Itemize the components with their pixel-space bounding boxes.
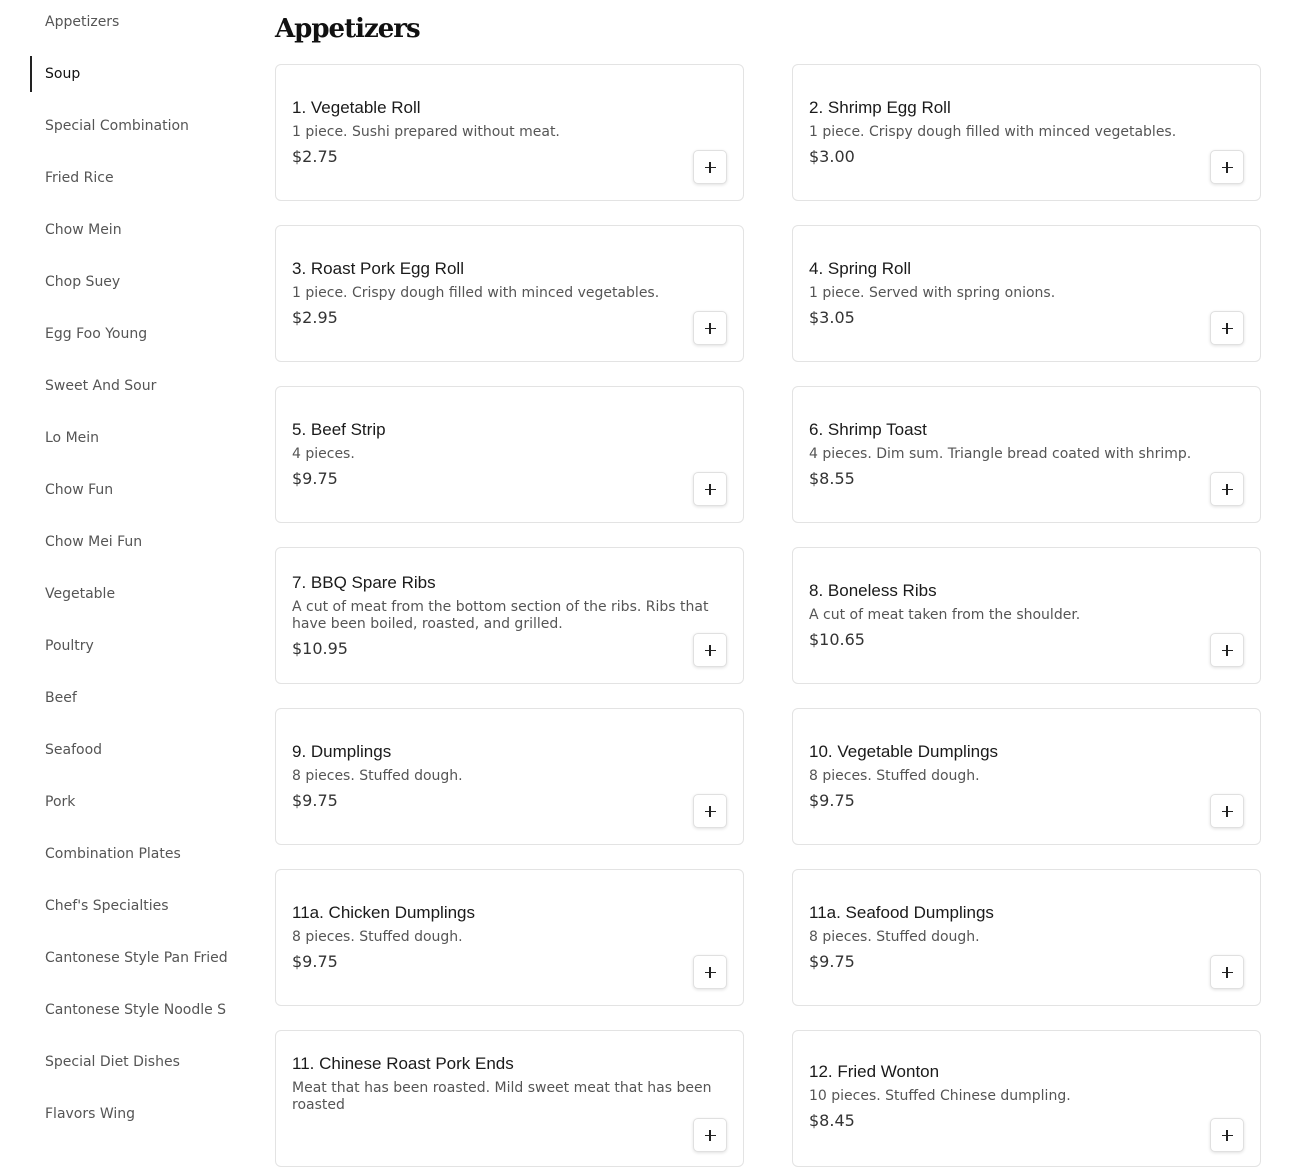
- plus-icon: [1222, 162, 1233, 173]
- menu-item-description: 8 pieces. Stuffed dough.: [809, 768, 980, 784]
- section-title: Appetizers: [275, 14, 420, 44]
- sidebar-item-chef-s-specialties[interactable]: Chef's Specialties: [45, 898, 169, 914]
- plus-icon: [705, 162, 716, 173]
- sidebar-item-chow-mei-fun[interactable]: Chow Mei Fun: [45, 534, 143, 550]
- menu-item-description: 8 pieces. Stuffed dough.: [809, 929, 980, 945]
- add-to-cart-button[interactable]: [693, 633, 727, 667]
- menu-item-details: [292, 226, 727, 361]
- plus-icon: [1222, 323, 1233, 334]
- add-to-cart-button[interactable]: [693, 311, 727, 345]
- menu-item-card[interactable]: [275, 386, 744, 523]
- sidebar-item-fried-rice[interactable]: Fried Rice: [45, 170, 114, 186]
- menu-item-details: [292, 548, 727, 683]
- menu-item-details: [809, 870, 1244, 1005]
- sidebar-item-chop-suey[interactable]: Chop Suey: [45, 274, 121, 290]
- menu-item-price: $2.75: [292, 147, 338, 166]
- category-sidebar: [0, 0, 250, 1127]
- menu-item-card[interactable]: [792, 64, 1261, 201]
- menu-item-description: 1 piece. Served with spring onions.: [809, 285, 1056, 301]
- menu-item-details: [809, 548, 1244, 683]
- menu-item-card[interactable]: [792, 386, 1261, 523]
- sidebar-item-chow-fun[interactable]: Chow Fun: [45, 482, 114, 498]
- menu-item-price: $3.00: [809, 147, 855, 166]
- menu-item-description: 8 pieces. Stuffed dough.: [292, 929, 463, 945]
- menu-item-name: 7. BBQ Spare Ribs: [292, 572, 436, 592]
- plus-icon: [1222, 484, 1233, 495]
- menu-item-details: [292, 65, 727, 200]
- menu-item-card[interactable]: [792, 869, 1261, 1006]
- menu-item-price: $2.95: [292, 308, 338, 327]
- sidebar-item-sweet-and-sour[interactable]: Sweet And Sour: [45, 378, 157, 394]
- add-to-cart-button[interactable]: [1210, 472, 1244, 506]
- menu-item-details: [809, 65, 1244, 200]
- plus-icon: [1222, 967, 1233, 978]
- menu-item-name: 12. Fried Wonton: [809, 1062, 940, 1081]
- menu-item-card[interactable]: [792, 547, 1261, 684]
- menu-item-details: [809, 387, 1244, 522]
- menu-item-details: [809, 709, 1244, 844]
- menu-item-description: 10 pieces. Stuffed Chinese dumpling.: [809, 1088, 1071, 1104]
- menu-item-name: 11a. Chicken Dumplings: [292, 903, 475, 922]
- plus-icon: [705, 806, 716, 817]
- add-to-cart-button[interactable]: [693, 955, 727, 989]
- menu-item-price: $10.95: [292, 638, 348, 658]
- menu-item-name: 4. Spring Roll: [809, 259, 912, 278]
- sidebar-item-special-diet-dishes[interactable]: Special Diet Dishes: [45, 1054, 180, 1070]
- plus-icon: [1222, 806, 1233, 817]
- menu-item-card[interactable]: [275, 64, 744, 201]
- menu-item-description: 4 pieces.: [292, 446, 355, 462]
- menu-item-details: [809, 226, 1244, 361]
- add-to-cart-button[interactable]: [693, 1118, 727, 1152]
- menu-item-name: 10. Vegetable Dumplings: [809, 742, 999, 761]
- sidebar-item-soup[interactable]: Soup: [30, 56, 240, 92]
- menu-item-price: $8.45: [809, 1111, 855, 1130]
- menu-item-card[interactable]: [275, 1030, 744, 1167]
- plus-icon: [1222, 645, 1233, 656]
- add-to-cart-button[interactable]: [1210, 1118, 1244, 1152]
- menu-item-details: [292, 870, 727, 1005]
- menu-item-name: 2. Shrimp Egg Roll: [809, 98, 951, 117]
- menu-item-price: $9.75: [809, 791, 855, 810]
- sidebar-item-chow-mein[interactable]: Chow Mein: [45, 222, 122, 238]
- menu-item-card[interactable]: [792, 1030, 1261, 1167]
- menu-item-card[interactable]: [275, 869, 744, 1006]
- add-to-cart-button[interactable]: [693, 794, 727, 828]
- menu-item-card[interactable]: [275, 547, 744, 684]
- menu-item-price: $3.05: [809, 308, 855, 327]
- sidebar-item-special-combination[interactable]: Special Combination: [45, 118, 189, 134]
- menu-item-details: [292, 387, 727, 522]
- plus-icon: [705, 484, 716, 495]
- add-to-cart-button[interactable]: [1210, 311, 1244, 345]
- sidebar-item-egg-foo-young[interactable]: Egg Foo Young: [45, 326, 148, 342]
- menu-item-description: A cut of meat from the bottom section of the ribs. Ribs that have been boiled, roasted, and grilled.: [292, 598, 709, 632]
- menu-item-details: [292, 709, 727, 844]
- menu-item-description: 8 pieces. Stuffed dough.: [292, 768, 463, 784]
- menu-item-card[interactable]: [792, 225, 1261, 362]
- menu-item-name: 5. Beef Strip: [292, 420, 386, 439]
- sidebar-item-lo-mein[interactable]: Lo Mein: [45, 430, 100, 446]
- menu-item-description: 4 pieces. Dim sum. Triangle bread coated with shrimp.: [809, 446, 1192, 462]
- menu-item-price: $9.75: [292, 791, 338, 810]
- menu-item-description: A cut of meat taken from the shoulder.: [809, 607, 1081, 623]
- plus-icon: [705, 1130, 716, 1141]
- sidebar-item-vegetable[interactable]: Vegetable: [45, 586, 116, 602]
- sidebar-item-cantonese-style-pan-fried[interactable]: Cantonese Style Pan Fried: [45, 950, 228, 966]
- sidebar-item-poultry[interactable]: Poultry: [45, 638, 94, 654]
- menu-item-name: 11a. Seafood Dumplings: [809, 903, 994, 922]
- sidebar-item-beef[interactable]: Beef: [45, 690, 77, 706]
- menu-item-card[interactable]: [792, 708, 1261, 845]
- menu-item-price: $9.75: [809, 952, 855, 971]
- add-to-cart-button[interactable]: [1210, 955, 1244, 989]
- add-to-cart-button[interactable]: [1210, 150, 1244, 184]
- menu-item-name: 6. Shrimp Toast: [809, 420, 927, 439]
- add-to-cart-button[interactable]: [1210, 794, 1244, 828]
- menu-item-description: 1 piece. Crispy dough filled with minced vegetables.: [809, 124, 1177, 140]
- plus-icon: [705, 645, 716, 656]
- menu-item-details: [809, 1031, 1244, 1166]
- menu-item-price: $9.75: [292, 469, 338, 488]
- sidebar-item-pork[interactable]: Pork: [45, 794, 76, 810]
- sidebar-item-cantonese-style-noodle-s[interactable]: Cantonese Style Noodle S: [45, 1002, 227, 1018]
- menu-item-name: 11. Chinese Roast Pork Ends: [292, 1054, 514, 1073]
- menu-item-price: $10.65: [809, 630, 865, 649]
- menu-item-description: Meat that has been roasted. Mild sweet meat that has been roasted: [292, 1080, 712, 1113]
- menu-item-price: $8.55: [809, 469, 855, 488]
- menu-item-card[interactable]: [275, 708, 744, 845]
- plus-icon: [705, 967, 716, 978]
- menu-item-description: 1 piece. Sushi prepared without meat.: [292, 124, 560, 140]
- menu-item-name: 8. Boneless Ribs: [809, 581, 937, 600]
- add-to-cart-button[interactable]: [693, 472, 727, 506]
- plus-icon: [705, 323, 716, 334]
- menu-item-card[interactable]: [275, 225, 744, 362]
- sidebar-item-combination-plates[interactable]: Combination Plates: [45, 846, 181, 862]
- add-to-cart-button[interactable]: [693, 150, 727, 184]
- menu-item-name: 9. Dumplings: [292, 742, 392, 761]
- plus-icon: [1222, 1130, 1233, 1141]
- sidebar-item-appetizers[interactable]: Appetizers: [45, 14, 120, 30]
- add-to-cart-button[interactable]: [1210, 633, 1244, 667]
- menu-item-description: 1 piece. Crispy dough filled with minced vegetables.: [292, 285, 660, 301]
- menu-item-price: $9.75: [292, 952, 338, 971]
- sidebar-item-flavors-wing[interactable]: Flavors Wing: [45, 1106, 136, 1122]
- menu-item-name: 3. Roast Pork Egg Roll: [292, 259, 464, 278]
- menu-item-details: [292, 1031, 727, 1166]
- sidebar-item-seafood[interactable]: Seafood: [45, 742, 103, 758]
- menu-item-name: 1. Vegetable Roll: [292, 98, 421, 117]
